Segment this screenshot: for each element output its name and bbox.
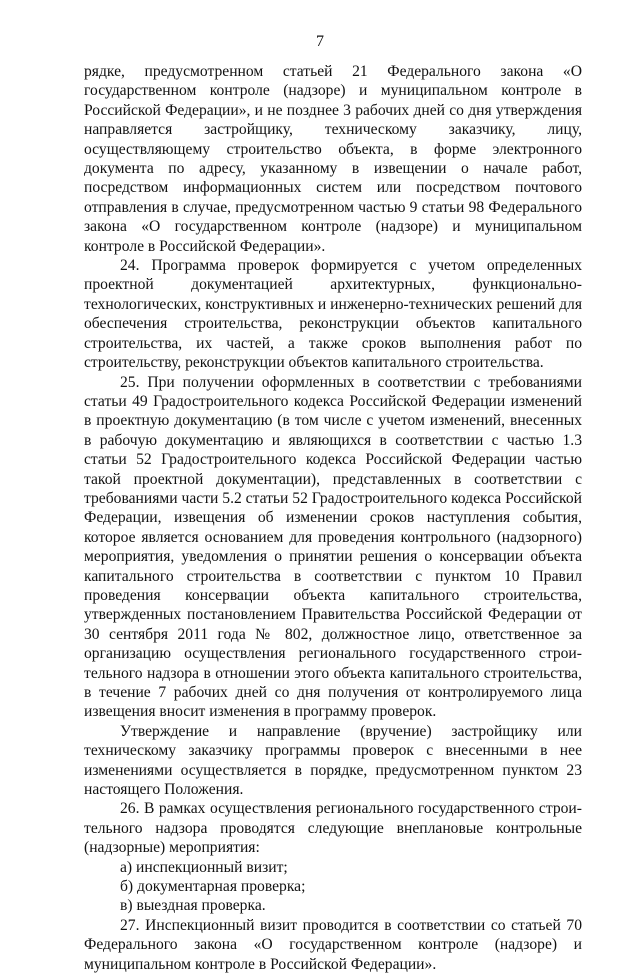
list-item-b: б) документарная проверка; [120,878,306,896]
paragraph-25-approval: Утверждение и направление (вручение) застройщику или техническому заказчику программы проверок с внесенными в нее изменениями осуществляется в порядке, предусмотренном пунктом 23 настоящего Положения. [84,722,582,799]
paragraph-27: 27. Инспекционный визит проводится в соответствии со статьей 70 Федерального закона «О государственном контроле (надзоре) и муниципальном контроле в Российской Федерации». [84,916,582,973]
paragraph-25: 25. При получении оформленных в соответствии с требованиями статьи 49 Градостроительного кодекса Российской Федерации изменений в проектную документацию (в том числе с учетом изменений, внесенных в рабочую документацию и являющихся в соответствии с частью 1.3 статьи 52 Градостроительного кодекса Российской Федерации частью такой проектной документации), представленных в соответствии с требованиями части 5.2 статьи 52 Градостроительного кодекса Российской Федерации, извещения об изменении сроков наступления события, которое является основанием для проведения контрольного (надзорного) мероприятия, уведомления о принятии решения о консервации объекта капитального строительства в соответствии с пунктом 10 Правил проведения консервации объекта капитального строительства, утвержденных постановлением Правительства Российской Федерации от 30 сентября 2011 года № 802, должностное лицо, ответственное за организацию осуществления регионального государственного строительного надзора в отношении этого объекта капитального строительства, в течение 7 рабочих дней со дня получения от контролируемого лица извещения вносит изменения в программу проверок. [84,373,582,721]
paragraph-24: 24. Программа проверок формируется с учетом определенных проектной документацией архитектурных, функционально-технологических, конструктивных и инженерно-технических решений для обеспечения строительства, реконструкции объектов капитального строительства, их частей, а также сроков выполнения работ по строительству, реконструкции объектов капитального строительства. [84,257,582,372]
document-body [84,62,582,974]
list-item-a: а) инспекционный визит; [120,858,288,876]
paragraph-26: 26. В рамках осуществления регионального государственного строительного надзора проводятся следующие внеплановые контрольные (надзорные) мероприятия: [84,800,582,857]
page-number: 7 [316,33,324,50]
list-item-c: в) выездная проверка. [120,897,266,915]
paragraph-continuation: рядке, предусмотренном статьей 21 Федерального закона «О государственном контроле (надзоре) и муниципальном контроле в Российской Федерации», и не позднее 3 рабочих дней со дня утверждения направляется застройщику, техническому заказчику, лицу, осуществляющему строительство объекта, в форме электронного документа по адресу, указанному в извещении о начале работ, посредством информационных систем или посредством почтового отправления в случае, предусмотренном частью 9 статьи 98 Федерального закона «О государственном контроле (надзоре) и муниципальном контроле в Российской Федерации». [84,63,582,255]
